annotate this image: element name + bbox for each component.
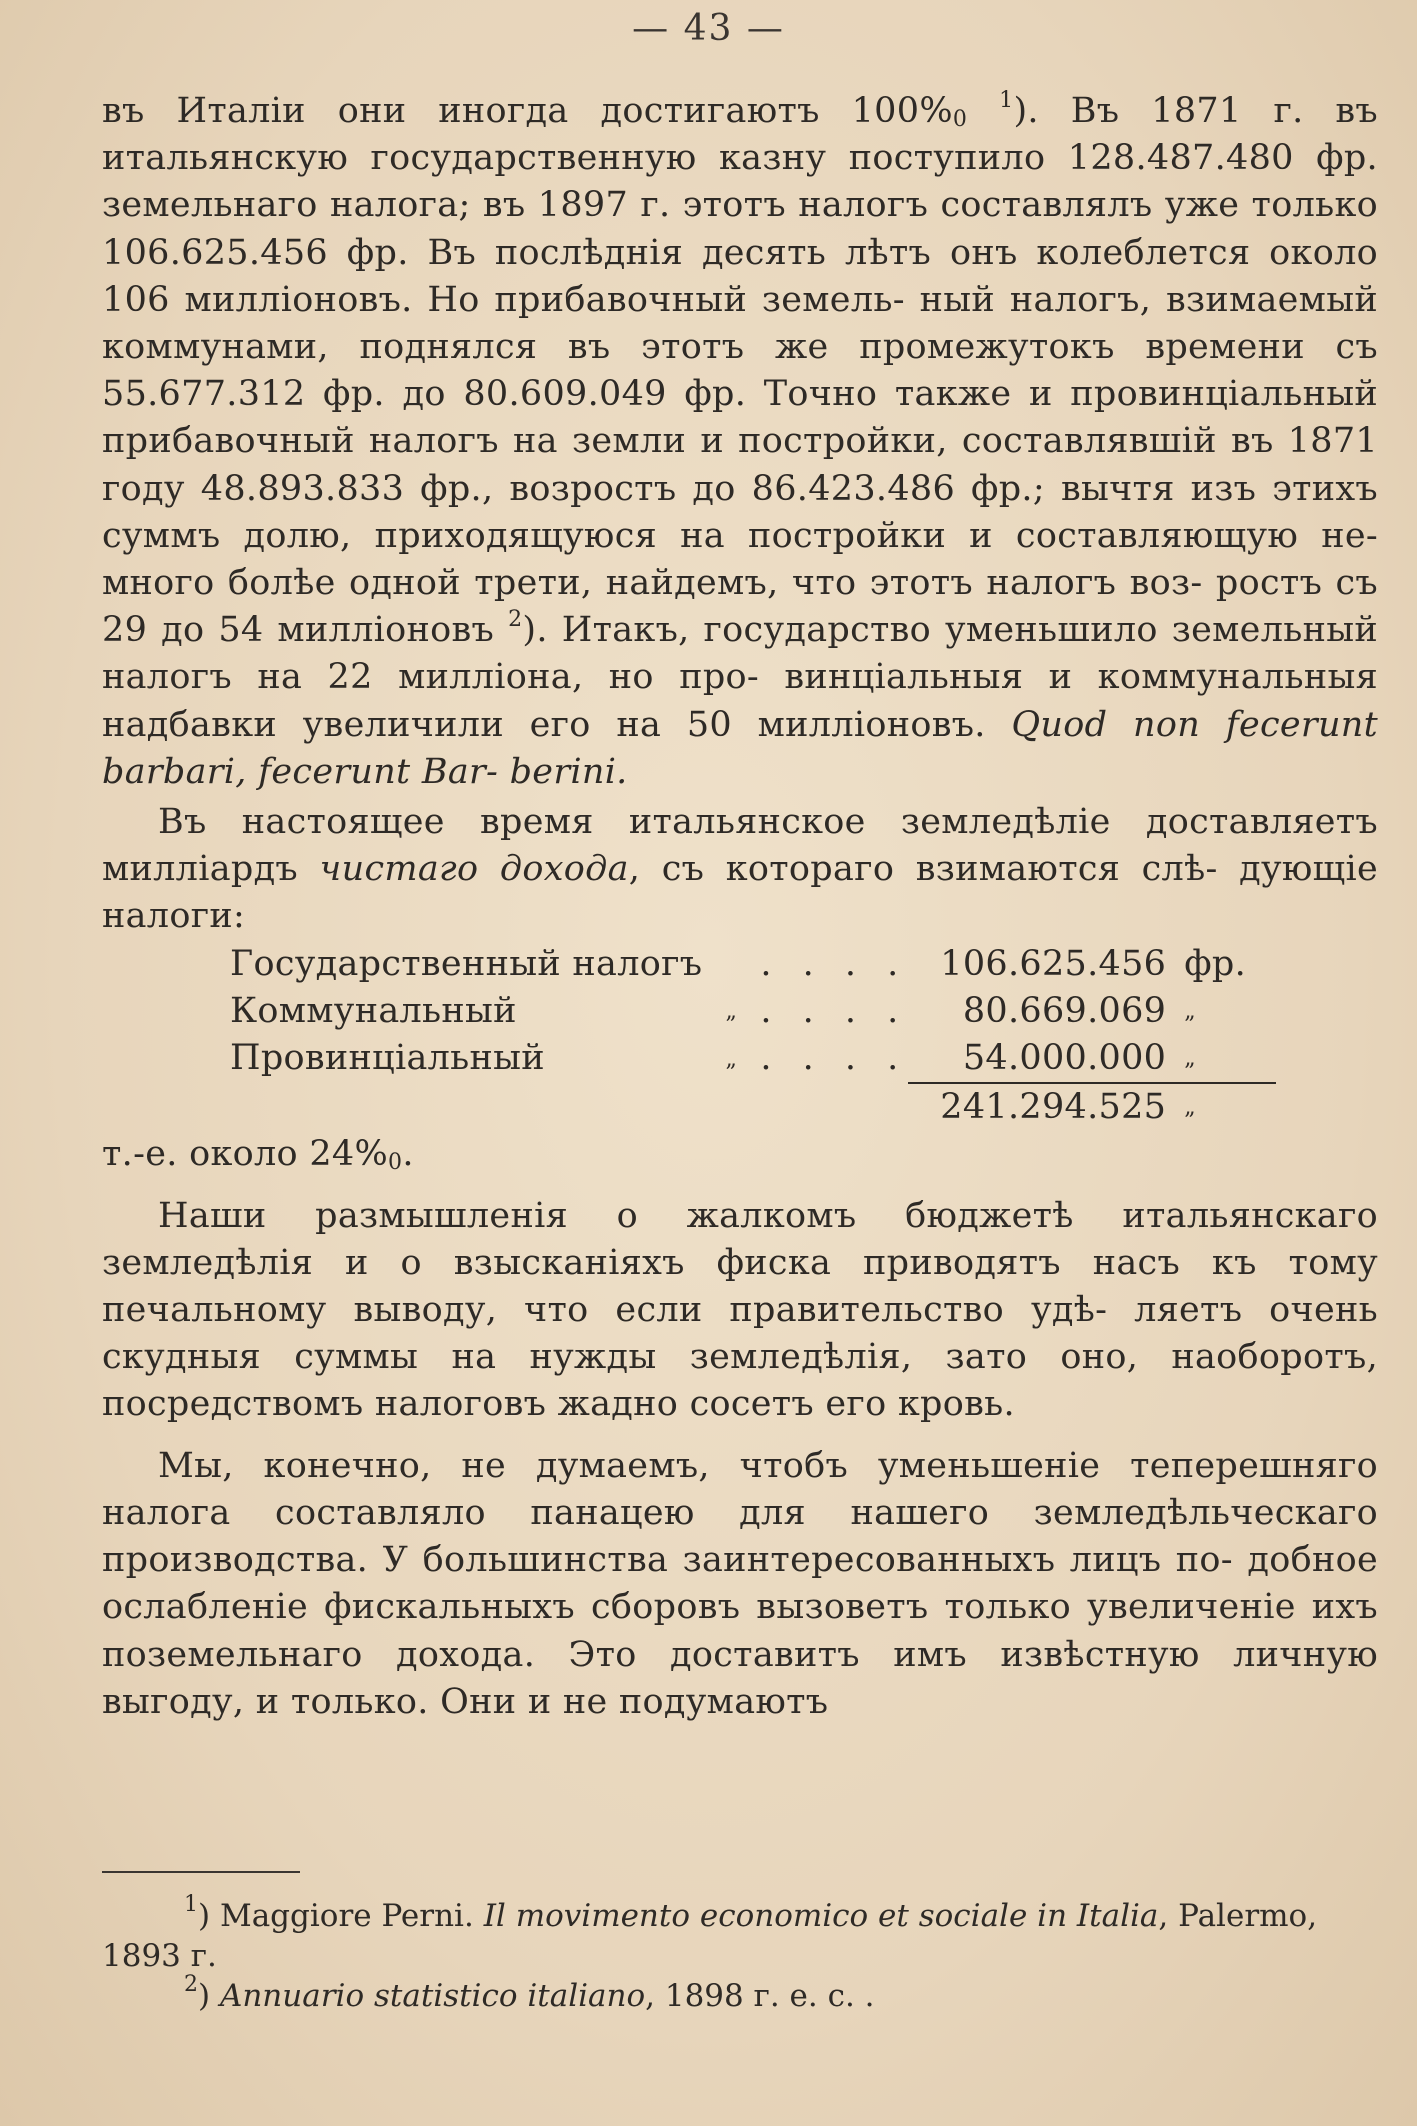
tax-unit: „ xyxy=(1184,1046,1196,1072)
body-text xyxy=(102,88,1378,1726)
tax-name: Коммунальный xyxy=(230,990,517,1031)
tax-unit: „ xyxy=(1184,998,1196,1024)
text-segment: . xyxy=(402,1134,414,1175)
after-table-line xyxy=(102,1131,1378,1178)
text-segment: т.-е. около 24 xyxy=(102,1134,355,1175)
footnote-title: Annuario statistico italiano xyxy=(219,1978,646,2014)
footnote-author: ) xyxy=(198,1978,220,2014)
tax-amount: 54.000.000 xyxy=(962,1038,1167,1079)
leader-dots: . . . . xyxy=(760,990,909,1031)
emphasis-net-income: чистаго дохода xyxy=(319,849,629,890)
footnote-mark: 2 xyxy=(184,1972,198,1997)
tax-row xyxy=(230,941,1276,988)
tax-amount: 80.669.069 xyxy=(962,990,1167,1031)
ditto-mark xyxy=(702,941,760,988)
footnote-title: Il movimento economico et sociale in Italia xyxy=(483,1898,1159,1934)
text-segment: ). Въ 1871 г. въ итальянскую государственную казну поступило 128.487.480 фр. земельнаго налога; въ 1897 г. этотъ налогъ составлялъ уже только 106.625.456 фр. Въ послѣднія десять лѣтъ онъ колеблется около 106 милліоновъ. Но прибавочный земель- ный налогъ, взимаемый коммунами, поднялся въ этотъ же промежутокъ времени съ 55.677.312 фр. до 80.609.049 фр. Точно также и провинціальный прибавочный налогъ на земли и постройки, составлявшій въ 1871 году 48.893.833 фр., возростъ до 86.423.486 фр.; вычтя изъ этихъ суммъ долю, приходящуюся на постройки и составляющую не- много болѣе одной трети, найдемъ, что этотъ налогъ воз- ростъ съ 29 до 54 милліоновъ xyxy=(102,91,1378,651)
tax-total-row xyxy=(230,1083,1276,1131)
leader-dots: . . . . xyxy=(760,1038,909,1079)
tax-name: Государственный налогъ xyxy=(230,943,703,984)
tax-unit: фр. xyxy=(1184,943,1247,984)
percent-sign: % xyxy=(354,1134,389,1175)
page-number: — 43 — xyxy=(632,8,785,49)
text-segment: , съ котораго взимаются слѣ- дующіе налоги: xyxy=(102,849,1378,937)
tax-total-amount: 241.294.525 xyxy=(908,1083,1166,1131)
footnote-author: ) Maggiore Perni. xyxy=(198,1898,484,1934)
text-segment: ). Итакъ, государство уменьшило земельный налогъ на 22 милліона, но про- винціальныя и коммунальныя надбавки увеличили его на 50 милліоновъ. xyxy=(102,610,1378,745)
ditto-mark: „ xyxy=(725,998,738,1024)
tax-name: Провинціальный xyxy=(230,1038,545,1079)
percent-subscript: 0 xyxy=(388,1150,403,1176)
leader-dots: . . . . xyxy=(760,943,909,984)
footnote-1 xyxy=(102,1892,1378,1976)
paragraph-taxes-italy xyxy=(102,88,1378,796)
tax-table xyxy=(230,941,1276,1132)
footnote-ref-1: 1 xyxy=(999,88,1014,113)
footnotes xyxy=(102,1892,1378,2016)
footnote-2 xyxy=(102,1972,1378,2016)
footnote-rest: , Palermo, 1893 г. xyxy=(102,1898,1318,1974)
percent-sign: % xyxy=(919,91,953,131)
paragraph-net-income xyxy=(102,799,1378,941)
ditto-mark: „ xyxy=(725,1047,738,1073)
footnote-mark: 1 xyxy=(184,1892,198,1917)
text-segment: въ Италіи они иногда достигаютъ 100 xyxy=(102,91,920,131)
latin-quote: Quod non fecerunt barbari, fecerunt Bar- berini. xyxy=(102,704,1378,792)
percent-subscript: 0 xyxy=(952,107,968,132)
tax-amount: 106.625.456 xyxy=(940,943,1167,984)
text-segment: Въ настоящее время итальянское земледѣліе доставляетъ милліардъ xyxy=(102,802,1378,890)
tax-row xyxy=(230,1035,1276,1083)
paragraph-reflections: Наши размышленія о жалкомъ бюджетѣ итальянскаго земледѣлія и о взысканіяхъ фиска приводятъ насъ къ тому печальному выводу, что если правительство удѣ- ляетъ очень скудныя суммы на нужды земледѣлія, зато оно, наоборотъ, посредствомъ налоговъ жадно сосетъ его кровь. xyxy=(102,1195,1378,1425)
tax-row xyxy=(230,988,1276,1035)
footnote-rest: , 1898 г. е. с. . xyxy=(645,1978,875,2014)
footnote-divider xyxy=(102,1871,300,1873)
tax-total-unit: „ xyxy=(1166,1083,1276,1131)
paragraph-conclusion: Мы, конечно, не думаемъ, чтобъ уменьшеніе теперешняго налога составляло панацею для нашего земледѣльческаго производства. У большинства заинтересованныхъ лицъ по- добное ослабленіе фискальныхъ сборовъ вызоветъ только увеличеніе ихъ поземельнаго дохода. Это доставитъ имъ извѣстную личную выгоду, и только. Они и не подумаютъ xyxy=(102,1445,1378,1722)
footnote-ref-2: 2 xyxy=(508,607,523,633)
